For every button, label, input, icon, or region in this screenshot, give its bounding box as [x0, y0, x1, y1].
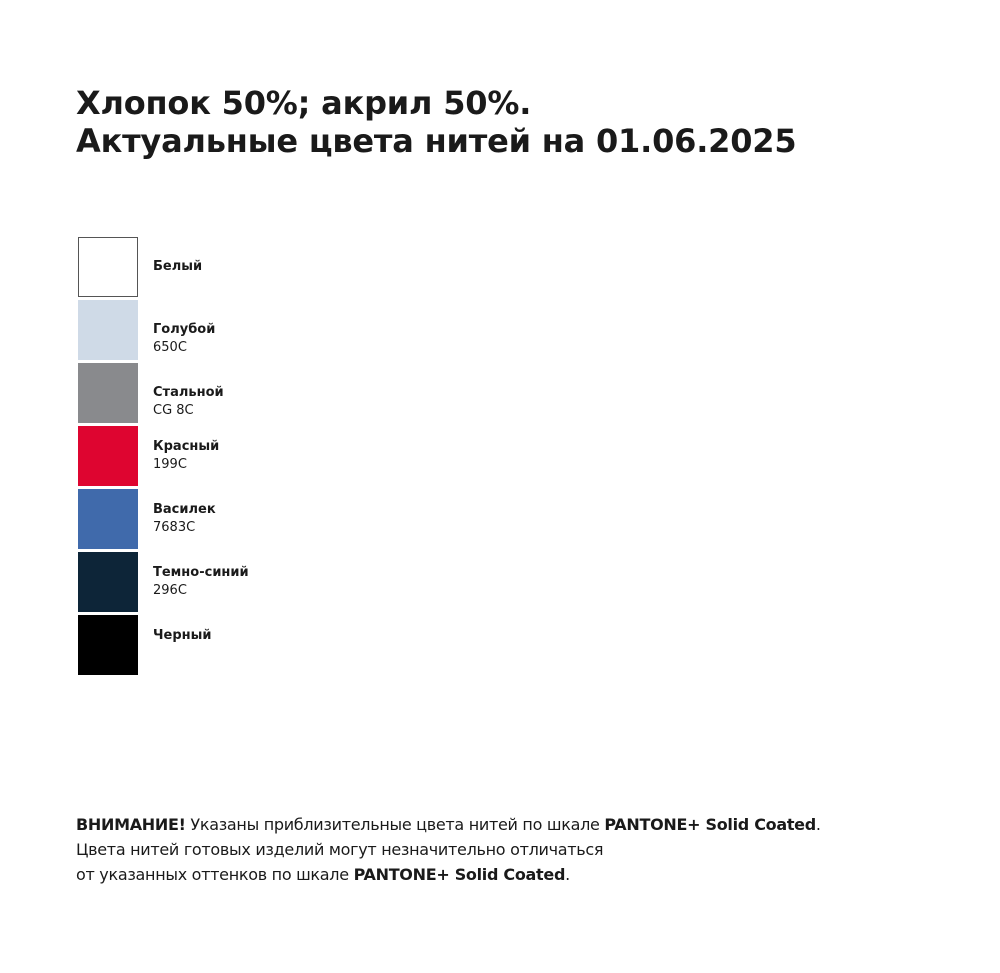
note-line-3: от указанных оттенков по шкале PANTONE+ Solid Coated.	[76, 865, 570, 884]
swatch-label-white	[153, 258, 202, 276]
color-code: CG 8C	[153, 403, 194, 418]
note-pantone: PANTONE+ Solid Coated	[604, 815, 816, 834]
color-name: Василек	[153, 502, 216, 517]
swatch-navy	[78, 552, 138, 612]
color-name: Черный	[153, 628, 212, 643]
swatch-black	[78, 615, 138, 675]
swatch-cornflower	[78, 489, 138, 549]
swatch-red	[78, 426, 138, 486]
swatch-label-black	[153, 627, 211, 645]
color-code: 296C	[153, 583, 187, 598]
swatch-light-blue	[78, 300, 138, 360]
swatch-label-steel	[153, 384, 224, 420]
swatch-white	[78, 237, 138, 297]
note-pantone: PANTONE+ Solid Coated	[353, 865, 566, 884]
color-name: Голубой	[153, 322, 216, 337]
note-warning: ВНИМАНИЕ!	[76, 815, 186, 834]
swatch-label-light-blue	[153, 321, 215, 357]
color-name: Красный	[153, 439, 220, 454]
color-code: 199C	[153, 457, 187, 472]
page-title	[76, 84, 796, 160]
swatch-label-red	[153, 438, 219, 474]
color-name: Стальной	[153, 385, 224, 400]
note-line-2: Цвета нитей готовых изделий могут незначительно отличаться	[76, 840, 604, 859]
swatch-steel	[78, 363, 138, 423]
color-name: Белый	[153, 259, 203, 274]
swatch-label-navy	[153, 564, 249, 600]
note-line-1: ВНИМАНИЕ! Указаны приблизительные цвета нитей по шкале PANTONE+ Solid Coated.	[76, 815, 821, 834]
title-line-1: Хлопок 50%; акрил 50%.	[76, 84, 532, 122]
color-code: 650C	[153, 340, 187, 355]
disclaimer-note	[76, 812, 976, 887]
color-code: 7683C	[153, 520, 196, 535]
swatch-label-cornflower	[153, 501, 216, 537]
color-name: Темно-синий	[153, 565, 249, 580]
title-line-2: Актуальные цвета нитей на 01.06.2025	[76, 122, 797, 160]
